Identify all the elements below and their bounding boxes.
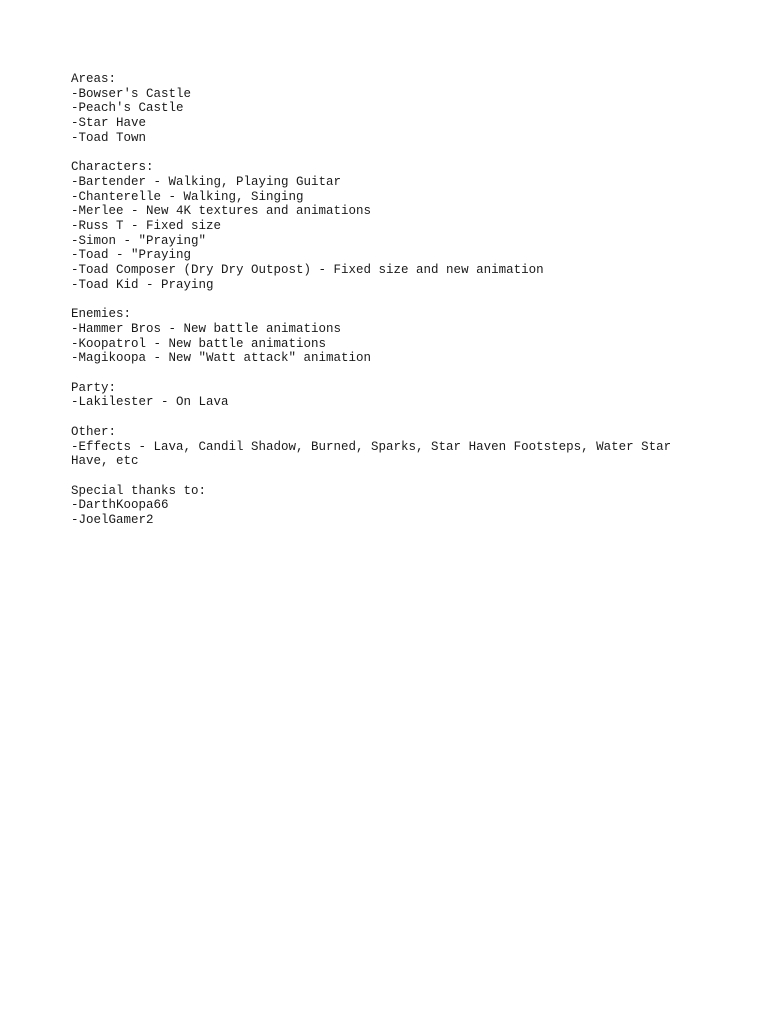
document-page — [71, 72, 691, 542]
list-item: -Peach's Castle — [71, 101, 184, 116]
section-party — [71, 381, 691, 410]
list-item: -Russ T - Fixed size — [71, 219, 222, 234]
list-item: -Lakilester - On Lava — [71, 395, 229, 410]
section-heading: Special thanks to: — [71, 483, 207, 498]
list-item: -Toad Kid - Praying — [71, 277, 214, 292]
list-item: -Toad - "Praying — [71, 248, 192, 263]
section-enemies — [71, 307, 691, 366]
list-item: -Merlee - New 4K textures and animations — [71, 204, 372, 219]
section-heading: Characters: — [71, 160, 154, 175]
section-heading: Party: — [71, 380, 117, 395]
section-heading: Enemies: — [71, 307, 132, 322]
section-special-thanks — [71, 484, 691, 528]
list-item: -Effects - Lava, Candil Shadow, Burned, Sparks, Star Haven Footsteps, Water Star Have, etc — [71, 439, 679, 469]
list-item: -Hammer Bros - New battle animations — [71, 321, 342, 336]
list-item: -Koopatrol - New battle animations — [71, 336, 327, 351]
list-item: -JoelGamer2 — [71, 513, 154, 528]
list-item: -Toad Town — [71, 130, 147, 145]
section-areas — [71, 72, 691, 146]
list-item: -Chanterelle - Walking, Singing — [71, 189, 304, 204]
list-item: -Magikoopa - New "Watt attack" animation — [71, 351, 372, 366]
list-item: -Star Have — [71, 116, 147, 131]
list-item: -Bartender - Walking, Playing Guitar — [71, 174, 342, 189]
section-heading: Other: — [71, 424, 117, 439]
list-item: -DarthKoopa66 — [71, 498, 169, 513]
list-item: -Toad Composer (Dry Dry Outpost) - Fixed size and new animation — [71, 263, 544, 278]
section-other — [71, 425, 691, 469]
list-item: -Bowser's Castle — [71, 86, 192, 101]
section-characters — [71, 160, 691, 292]
section-heading: Areas: — [71, 72, 117, 86]
list-item: -Simon - "Praying" — [71, 233, 207, 248]
